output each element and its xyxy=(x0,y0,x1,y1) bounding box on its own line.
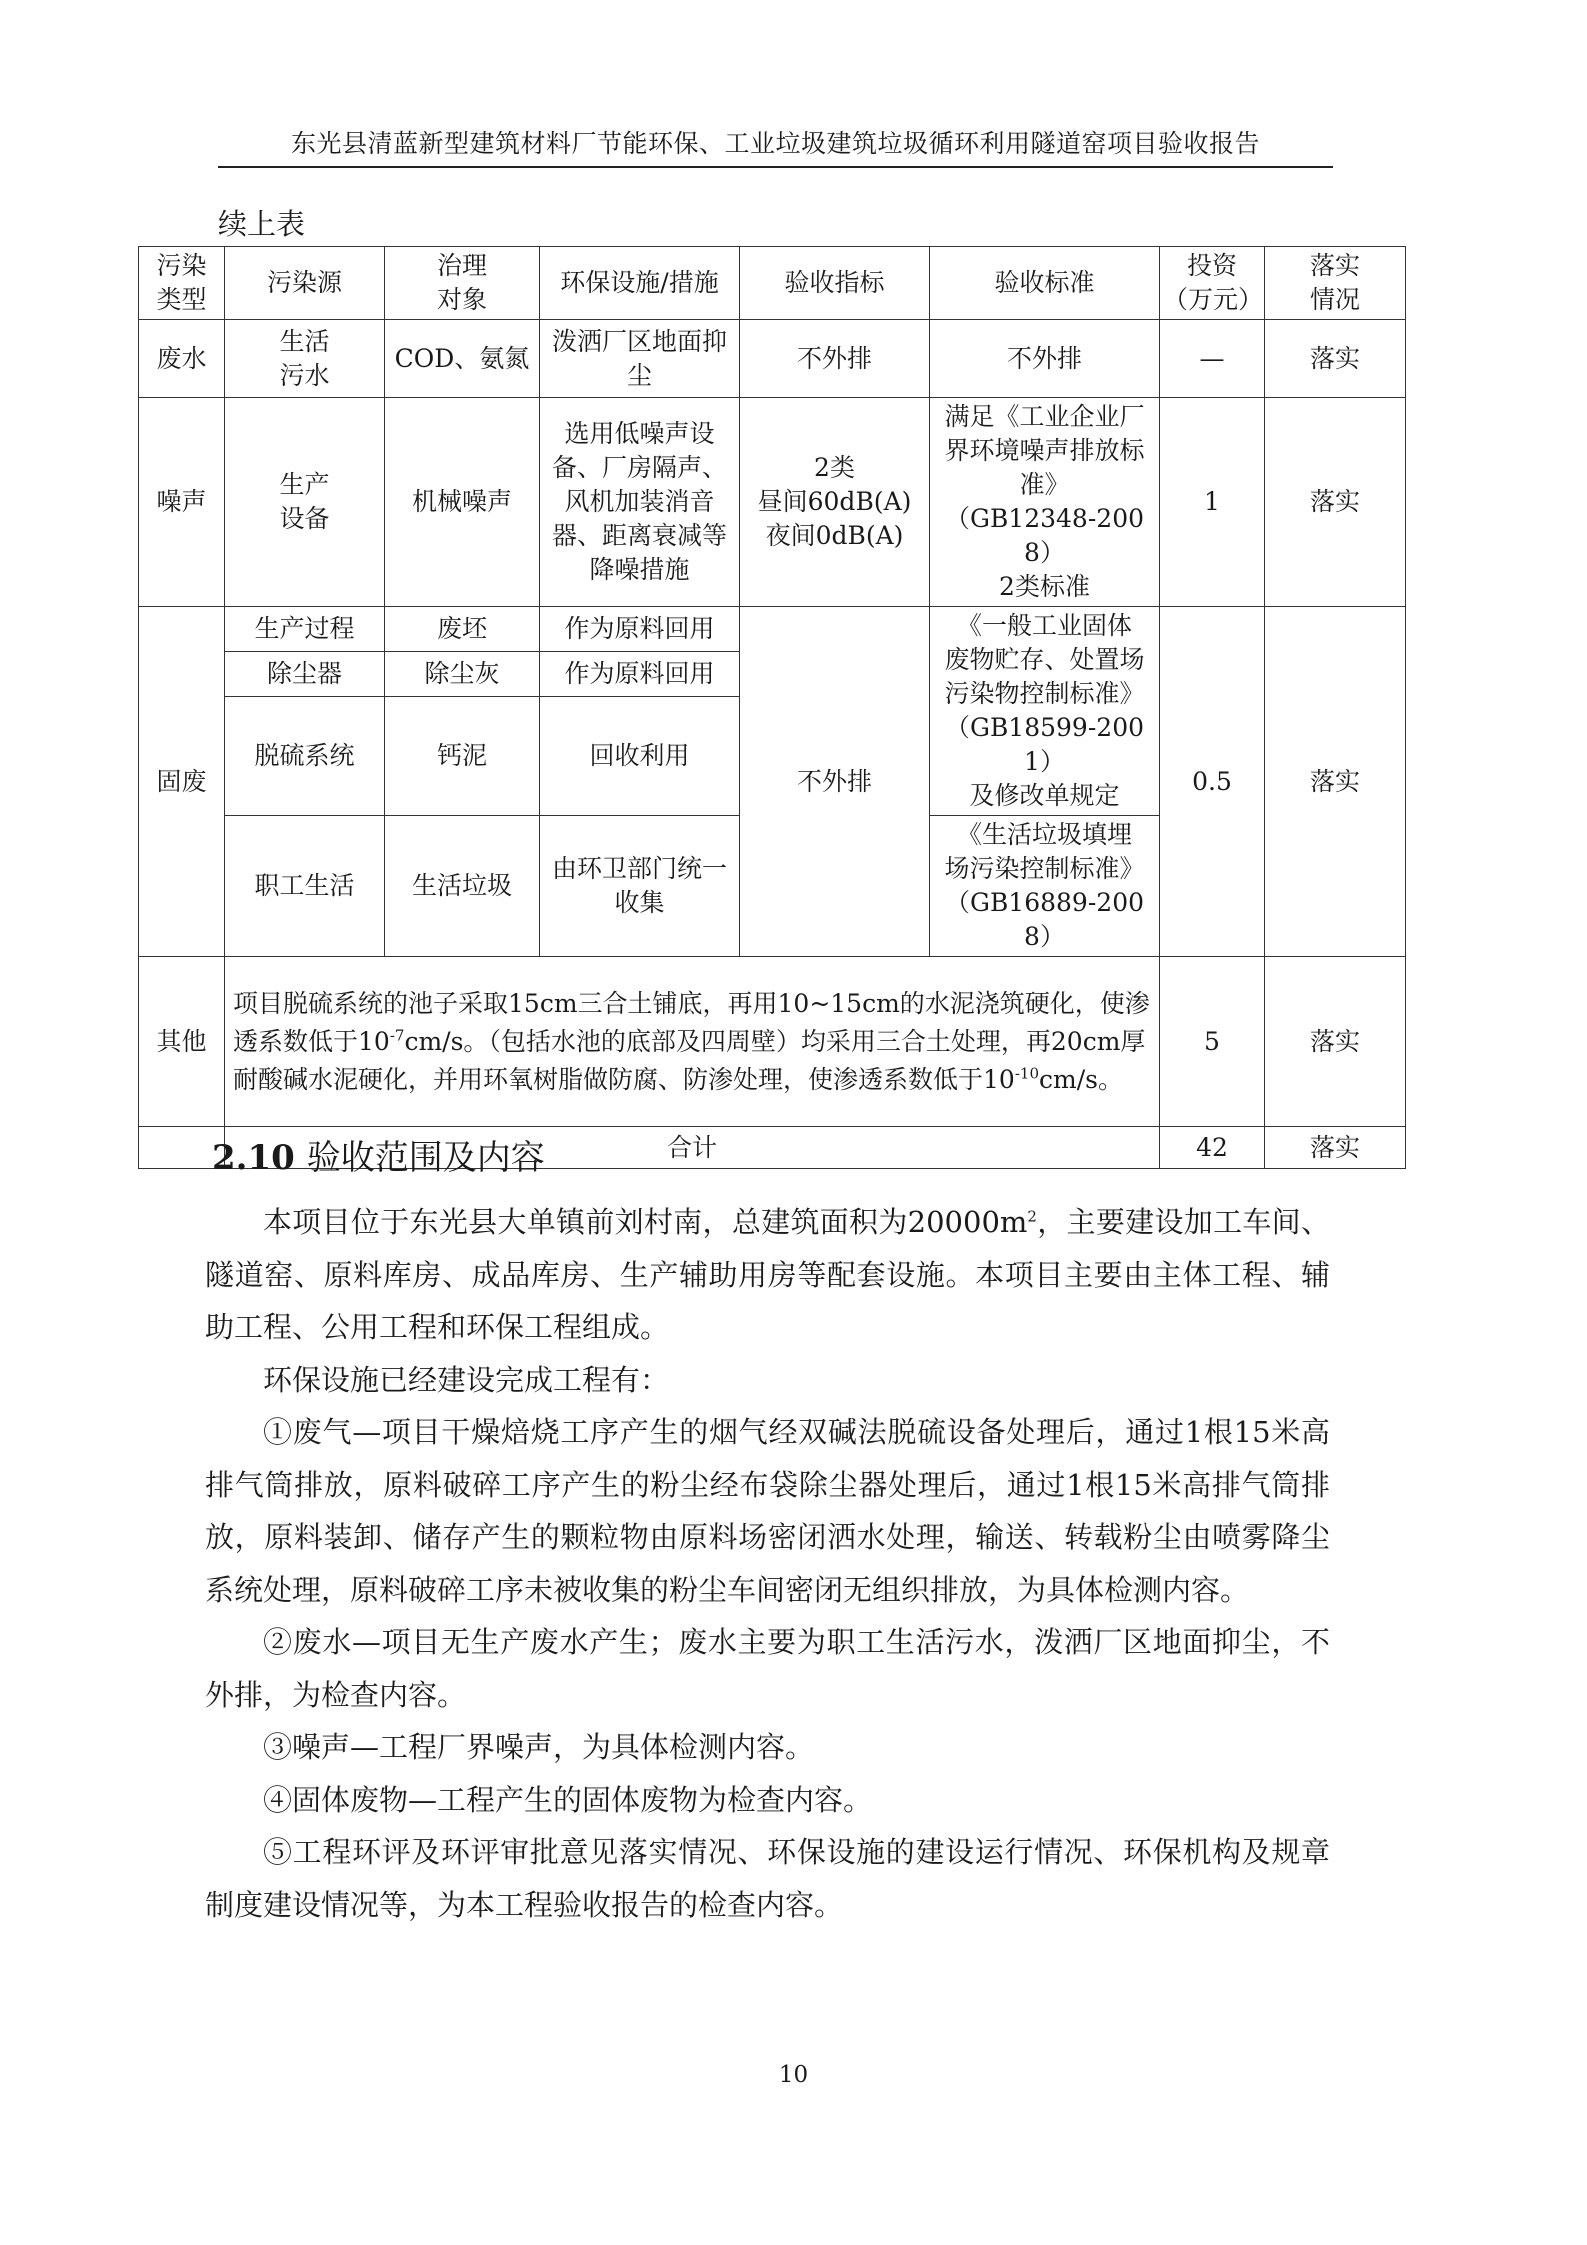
section-title: 验收范围及内容 xyxy=(306,1138,545,1178)
cell-source: 生产 设备 xyxy=(225,398,385,607)
header-acceptance-index: 验收指标 xyxy=(740,247,930,320)
cell-source: 职工生活 xyxy=(225,816,385,957)
cell-object: 除尘灰 xyxy=(385,651,540,696)
cell-measure: 由环卫部门统一 收集 xyxy=(540,816,740,957)
paragraph-text: ，主要建设加工车间、隧道窑、原料库房、成品库房、生产辅助用房等配套设施。本项目主要由主体工程、辅助工程、公用工程和环保工程组成。 xyxy=(205,1205,1330,1344)
cell-investment: 5 xyxy=(1160,957,1265,1127)
other-text-part: 项目脱硫系统的池子采取15cm三合土铺底，再用10~15cm的水泥浇筑硬化，使渗透系数低于10 xyxy=(233,988,1150,1056)
cell-status: 落实 xyxy=(1265,607,1406,957)
header-investment: 投资 （万元） xyxy=(1160,247,1265,320)
section-body xyxy=(205,1196,1330,1931)
cell-measure: 作为原料回用 xyxy=(540,651,740,696)
cell-standard: 《生活垃圾填埋 场污染控制标准》 （GB16889-2008） xyxy=(930,816,1160,957)
table-row xyxy=(139,957,1406,1127)
cell-source: 生活 污水 xyxy=(225,320,385,398)
other-text-part: cm/s。 xyxy=(1038,1064,1123,1094)
paragraph-text: 本项目位于东光县大单镇前刘村南，总建筑面积为20000m xyxy=(263,1205,1028,1239)
cell-standard: 满足《工业企业厂 界环境噪声排放标 准》 （GB12348-2008） 2类标准 xyxy=(930,398,1160,607)
table-row xyxy=(139,398,1406,607)
section-heading xyxy=(212,1130,545,1179)
paragraph: 环保设施已经建设完成工程有： xyxy=(263,1362,670,1397)
continued-table-label: 续上表 xyxy=(218,207,306,241)
paragraph: ⑤工程环评及环评审批意见落实情况、环保设施的建设运行情况、环保机构及规章制度建设情况等，为本工程验收报告的检查内容。 xyxy=(205,1835,1330,1922)
cell-index: 不外排 xyxy=(740,607,930,957)
cell-investment: 1 xyxy=(1160,398,1265,607)
cell-measure: 泼洒厂区地面抑 尘 xyxy=(540,320,740,398)
paragraph: ④固体废物—工程产生的固体废物为检查内容。 xyxy=(263,1782,873,1817)
cell-object: 机械噪声 xyxy=(385,398,540,607)
cell-type: 噪声 xyxy=(139,398,225,607)
cell-type: 固废 xyxy=(139,607,225,957)
cell-investment: — xyxy=(1160,320,1265,398)
superscript-exponent: -7 xyxy=(389,1026,405,1045)
header-status: 落实 情况 xyxy=(1265,247,1406,320)
table-row xyxy=(139,607,1406,652)
cell-object: 生活垃圾 xyxy=(385,816,540,957)
page-header: 东光县清蓝新型建筑材料厂节能环保、工业垃圾建筑垃圾循环利用隧道窑项目验收报告 xyxy=(218,124,1333,168)
paragraph: ②废水—项目无生产废水产生；废水主要为职工生活污水，泼洒厂区地面抑尘，不外排，为检查内容。 xyxy=(205,1625,1330,1712)
table-row xyxy=(139,320,1406,398)
cell-measure: 选用低噪声设 备、厂房隔声、 风机加装消音 器、距离衰减等 降噪措施 xyxy=(540,398,740,607)
paragraph: ①废气—项目干燥焙烧工序产生的烟气经双碱法脱硫设备处理后，通过1根15米高排气筒排放，原料破碎工序产生的粉尘经布袋除尘器处理后，通过1根15米高排气筒排放，原料装卸、储存产生的颗粒物由原料场密闭洒水处理，输送、转载粉尘由喷雾降尘系统处理，原料破碎工序未被收集的粉尘车间密闭无组织排放，为具体检测内容。 xyxy=(205,1415,1330,1607)
superscript-exponent: -10 xyxy=(1014,1064,1039,1083)
acceptance-table xyxy=(138,246,1406,1169)
cell-source: 除尘器 xyxy=(225,651,385,696)
cell-status: 落实 xyxy=(1265,398,1406,607)
superscript-exponent: 2 xyxy=(1027,1207,1037,1226)
cell-object: COD、氨氮 xyxy=(385,320,540,398)
header-treatment-object: 治理 对象 xyxy=(385,247,540,320)
page-number: 10 xyxy=(778,2062,809,2088)
header-pollution-type: 污染 类型 xyxy=(139,247,225,320)
cell-standard: 不外排 xyxy=(930,320,1160,398)
cell-type: 废水 xyxy=(139,320,225,398)
cell-investment: 0.5 xyxy=(1160,607,1265,957)
cell-measure: 回收利用 xyxy=(540,696,740,815)
cell-object: 废坯 xyxy=(385,607,540,652)
cell-status: 落实 xyxy=(1265,957,1406,1127)
cell-source: 脱硫系统 xyxy=(225,696,385,815)
cell-index: 2类 昼间60dB(A) 夜间0dB(A) xyxy=(740,398,930,607)
header-acceptance-standard: 验收标准 xyxy=(930,247,1160,320)
paragraph xyxy=(205,1196,1330,1354)
other-text-part: cm/s。（包括水池的底部及四周壁）均采用三合土处理，再20cm厚耐酸碱水泥硬化，并用环氧树脂做防腐、防渗处理，使渗透系数低于10 xyxy=(233,1026,1146,1094)
cell-total-investment: 42 xyxy=(1160,1127,1265,1169)
cell-measure: 作为原料回用 xyxy=(540,607,740,652)
cell-other-description xyxy=(225,957,1160,1127)
cell-type: 其他 xyxy=(139,957,225,1127)
cell-standard: 《一般工业固体 废物贮存、处置场 污染物控制标准》 （GB18599-2001） 及修改单规定 xyxy=(930,607,1160,816)
paragraph: ③噪声—工程厂界噪声，为具体检测内容。 xyxy=(263,1730,815,1764)
cell-status: 落实 xyxy=(1265,320,1406,398)
table-header-row xyxy=(139,247,1406,320)
header-measures: 环保设施/措施 xyxy=(540,247,740,320)
cell-object: 钙泥 xyxy=(385,696,540,815)
cell-source: 生产过程 xyxy=(225,607,385,652)
cell-total-label: 合计 xyxy=(225,1127,1160,1169)
header-pollution-source: 污染源 xyxy=(225,247,385,320)
cell-total-status: 落实 xyxy=(1265,1127,1406,1169)
cell-index: 不外排 xyxy=(740,320,930,398)
section-number: 2.10 xyxy=(212,1138,295,1178)
